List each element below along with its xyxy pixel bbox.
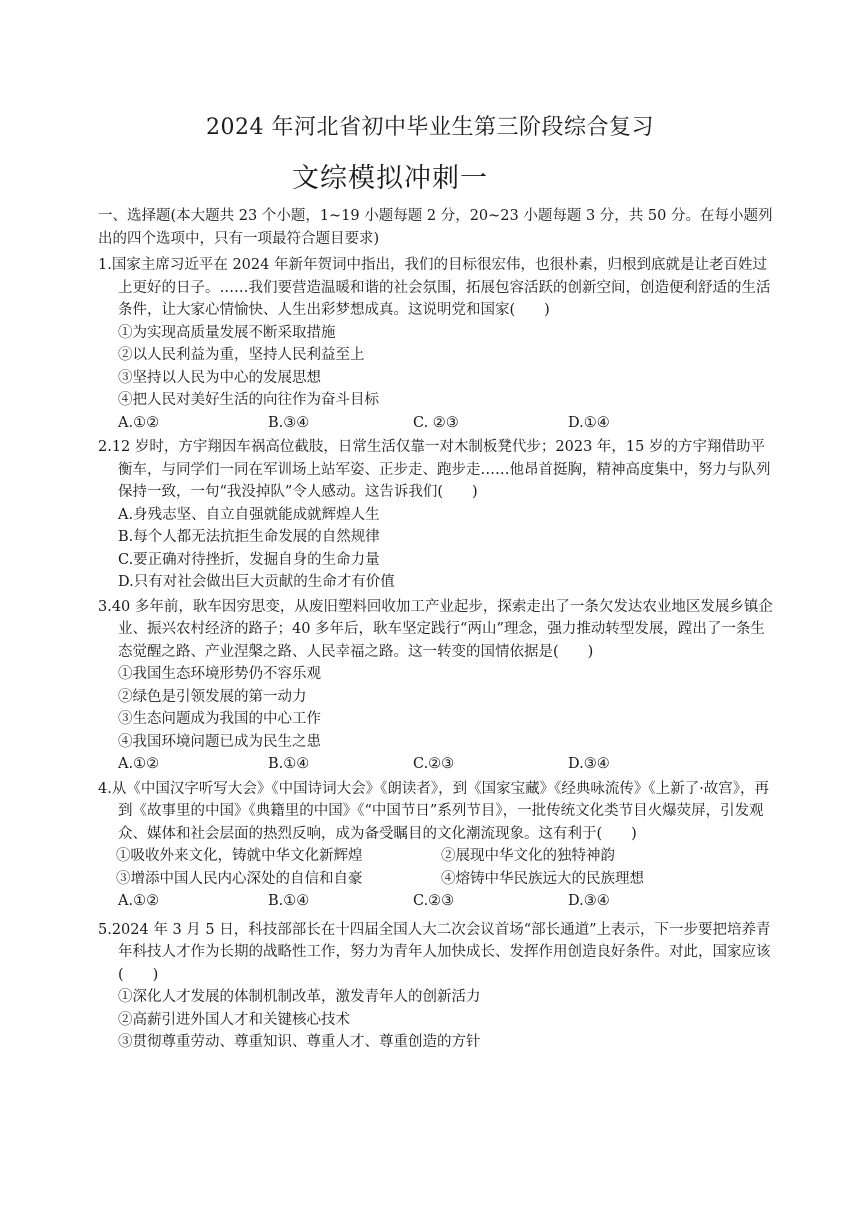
exam-title: 2024 年河北省初中毕业生第三阶段综合复习 bbox=[206, 115, 654, 140]
question-4 bbox=[98, 778, 778, 913]
question-stem: 2.12 岁时，方宇翔因车祸高位截肢，日常生活仅靠一对木制板凳代步；2023 年，15 岁的方宇翔借助平衡车，与同学们一同在军训场上站军姿、正步走、跑步走……他昂首挺胸，精神高度集中，努力与队列保持一致，一句“我没掉队”令人感动。这告诉我们( ) bbox=[98, 439, 771, 500]
answer-option-a: A.身残志坚、自立自强就能成就辉煌人生 bbox=[118, 506, 380, 523]
question-1 bbox=[98, 254, 778, 434]
question-stem: 1.国家主席习近平在 2024 年新年贺词中指出，我们的目标很宏伟，也很朴素，归根到底就是让老百姓过上更好的日子。……我们要营造温暖和谐的社会氛围，拓展包容活跃的创新空间，创造便利舒适的生活条件，让大家心情愉快、人生出彩梦想成真。这说明党和国家( ) bbox=[98, 257, 771, 318]
choice-b: B.③④ bbox=[268, 414, 310, 431]
section-instructions: 一、选择题(本大题共 23 个小题，1~19 小题每题 2 分，20~23 小题每题 3 分，共 50 分。在每小题列出的四个选项中，只有一项最符合题目要求) bbox=[98, 208, 773, 247]
choice-b: B.①④ bbox=[268, 893, 310, 909]
choice-c: C.②③ bbox=[413, 756, 455, 772]
statement-option: ④把人民对美好生活的向往作为奋斗目标 bbox=[118, 392, 379, 408]
choice-a: A.①② bbox=[118, 414, 160, 431]
choice-d: D.③④ bbox=[568, 893, 610, 909]
choice-b: B.①④ bbox=[268, 756, 310, 772]
choice-c: C.②③ bbox=[413, 893, 455, 909]
statement-option: ②展现中华文化的独特神韵 bbox=[441, 848, 615, 864]
statement-option: ③坚持以人民为中心的发展思想 bbox=[118, 369, 321, 386]
question-5 bbox=[98, 919, 778, 1054]
statement-option: ②绿色是引领发展的第一动力 bbox=[118, 688, 307, 705]
choice-d: D.③④ bbox=[568, 756, 610, 772]
statement-option: ④我国环境问题已成为民生之患 bbox=[118, 733, 321, 750]
choice-a: A.①② bbox=[118, 893, 160, 909]
answer-option-d: D.只有对社会做出巨大贡献的生命才有价值 bbox=[118, 574, 395, 590]
answer-option-c: C.要正确对待挫折，发掘自身的生命力量 bbox=[118, 551, 380, 568]
answer-choices bbox=[98, 890, 778, 913]
statement-option: ①为实现高质量发展不断采取措施 bbox=[118, 324, 336, 341]
choice-a: A.①② bbox=[118, 756, 160, 772]
question-stem: 3.40 多年前，耿车因穷思变，从废旧塑料回收加工产业起步，探索走出了一条欠发达农业地区发展乡镇企业、振兴农村经济的路子；40 多年后，耿车坚定践行“两山”理念，强力推动转型发展，蹚出了一条生态觉醒之路、产业涅槃之路、人民幸福之路。这一转变的国情依据是( ) bbox=[98, 598, 773, 660]
answer-choices bbox=[98, 753, 778, 776]
choice-c: C. ②③ bbox=[413, 414, 459, 431]
statement-option: ①吸收外来文化，铸就中华文化新辉煌 bbox=[116, 848, 363, 864]
statement-row bbox=[98, 845, 778, 868]
exam-body bbox=[98, 205, 778, 1054]
statement-option: ③增添中国人民内心深处的自信和自豪 bbox=[116, 870, 363, 887]
statement-option: ④熔铸中华民族远大的民族理想 bbox=[441, 870, 644, 887]
question-stem: 4.从《中国汉字听写大会》《中国诗词大会》《朗读者》，到《国家宝藏》《经典咏流传》《上新了·故宫》，再到《故事里的中国》《典籍里的中国》《“中国节日”系列节目》，一批传统文化类节目火爆荧屏，引发观众、媒体和社会层面的热烈反响，成为备受瞩目的文化潮流现象。这有利于( ) bbox=[98, 780, 769, 842]
answer-option-b: B.每个人都无法抗拒生命发展的自然规律 bbox=[118, 529, 380, 545]
statement-option: ②高薪引进外国人才和关键核心技术 bbox=[118, 1011, 350, 1028]
question-2 bbox=[98, 436, 778, 594]
question-3 bbox=[98, 596, 778, 776]
statement-option: ②以人民利益为重，坚持人民利益至上 bbox=[118, 347, 365, 363]
statement-option: ①我国生态环境形势仍不容乐观 bbox=[118, 666, 321, 682]
choice-d: D.①④ bbox=[568, 414, 610, 431]
statement-option: ①深化人才发展的体制机制改革，激发青年人的创新活力 bbox=[118, 989, 481, 1005]
statement-option: ③贯彻尊重劳动、尊重知识、尊重人才、尊重创造的方针 bbox=[118, 1034, 481, 1050]
statement-row bbox=[98, 868, 778, 891]
answer-choices bbox=[98, 412, 778, 435]
exam-subtitle: 文综模拟冲刺一 bbox=[292, 163, 488, 194]
question-stem: 5.2024 年 3 月 5 日，科技部部长在十四届全国人大二次会议首场“部长通道”上表示，下一步要把培养青年科技人才作为长期的战略性工作，努力为青年人加快成长、发挥作用创造良好条件。对此，国家应该( ) bbox=[98, 921, 771, 983]
statement-option: ③生态问题成为我国的中心工作 bbox=[118, 711, 321, 727]
